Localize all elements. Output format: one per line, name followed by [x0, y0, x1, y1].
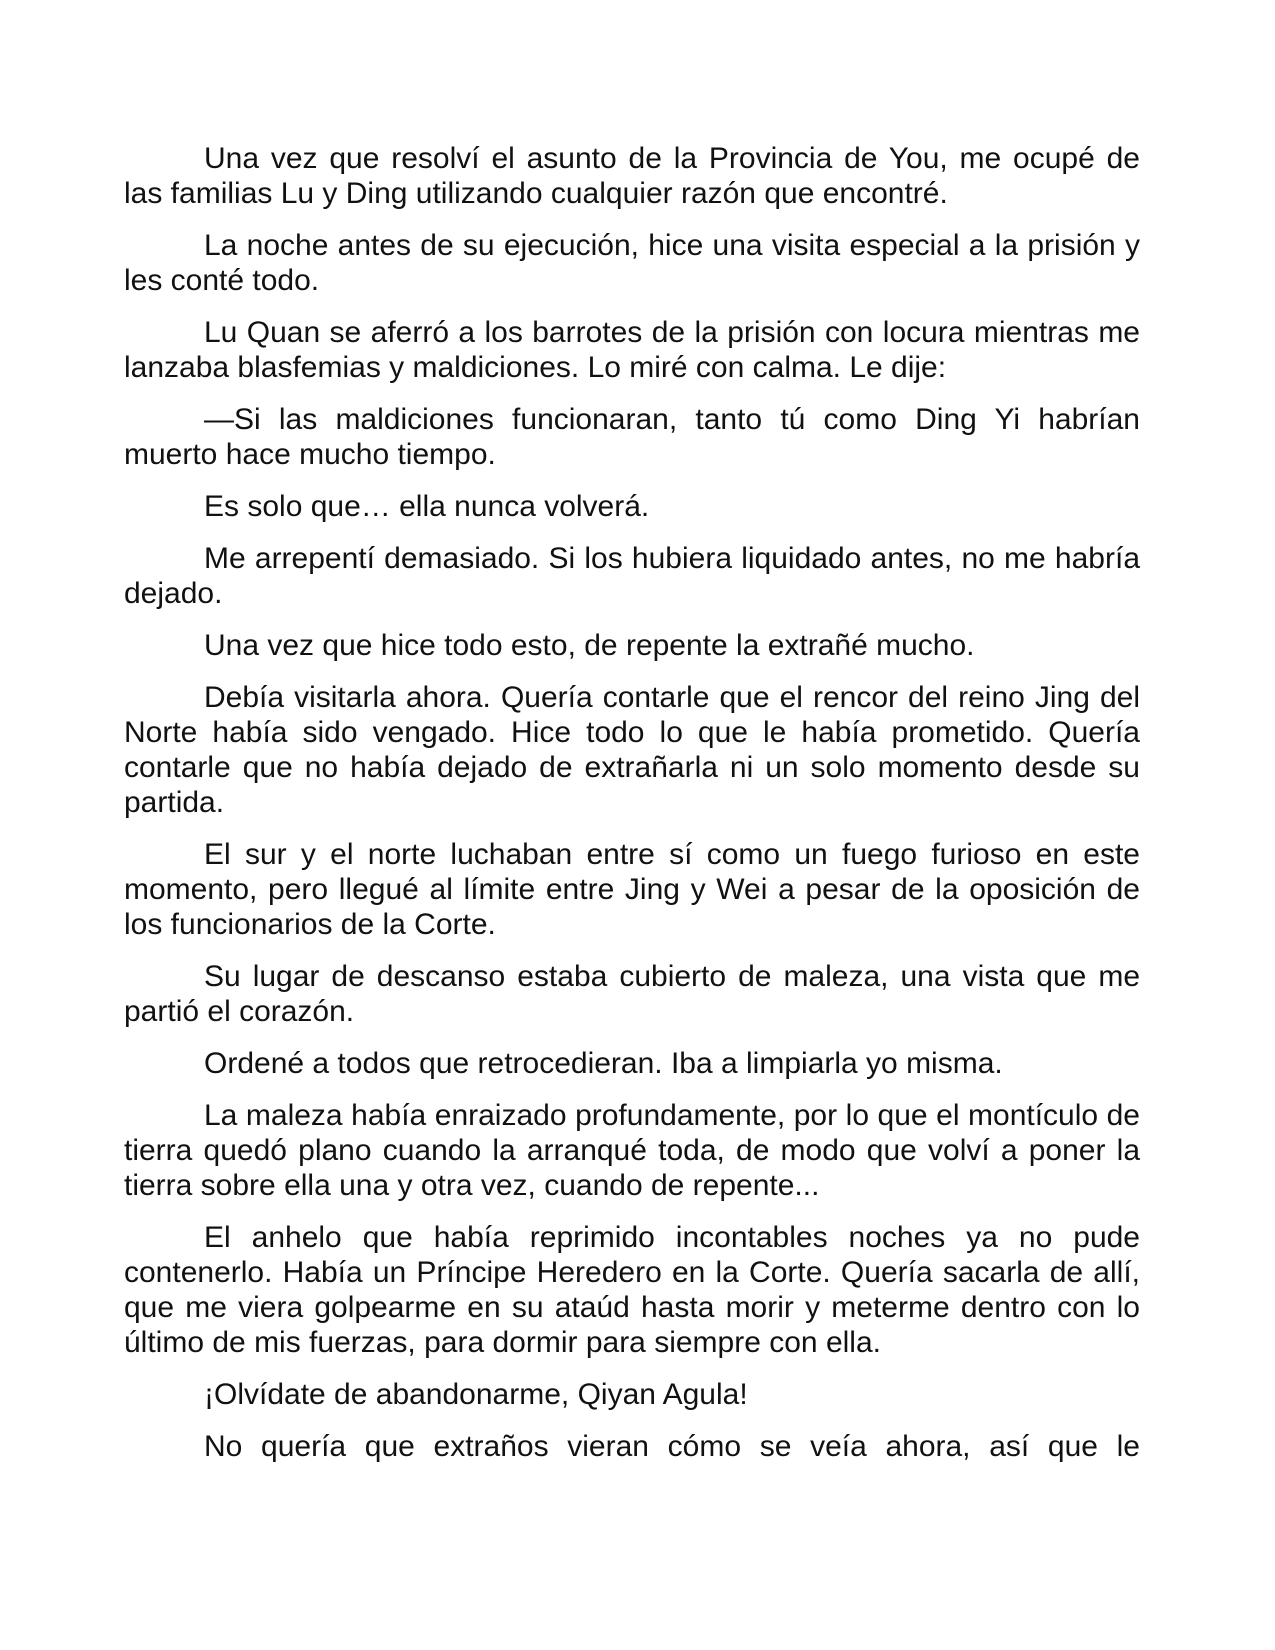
paragraph-11: Ordené a todos que retrocedieran. Iba a limpiarla yo misma. — [204, 1047, 1003, 1080]
paragraph-5: Es solo que… ella nunca volverá. — [204, 490, 650, 523]
paragraph-10: Su lugar de descanso estaba cubierto de maleza, una vista que me partió el corazón. — [124, 960, 1140, 1028]
paragraph-9: El sur y el norte luchaban entre sí como un fuego furioso en este momento, pero llegué al límite entre Jing y Wei a pesar de la oposición de los funcionarios de la Corte. — [124, 838, 1140, 941]
paragraph-8: Debía visitarla ahora. Quería contarle que el rencor del reino Jing del Norte había sido vengado. Hice todo lo que le había prometido. Quería contarle que no había dejado de extrañarla ni un solo momento desde su partida. — [124, 681, 1140, 819]
paragraph-15: No quería que extraños vieran cómo se veía ahora, así que le — [204, 1430, 1140, 1463]
paragraph-4: —Si las maldiciones funcionaran, tanto tú como Ding Yi habrían muerto hace mucho tiempo. — [124, 403, 1140, 471]
paragraph-7: Una vez que hice todo esto, de repente la extrañé mucho. — [204, 629, 975, 662]
paragraph-1: Una vez que resolví el asunto de la Provincia de You, me ocupé de las familias Lu y Ding utilizando cualquier razón que encontré. — [124, 142, 1140, 210]
body-text — [124, 141, 1140, 1464]
paragraph-6: Me arrepentí demasiado. Si los hubiera liquidado antes, no me habría dejado. — [124, 542, 1140, 610]
paragraph-12: La maleza había enraizado profundamente, por lo que el montículo de tierra quedó plano cuando la arranqué toda, de modo que volví a poner la tierra sobre ella una y otra vez, cuando de repente... — [124, 1099, 1140, 1202]
paragraph-2: La noche antes de su ejecución, hice una visita especial a la prisión y les conté todo. — [124, 229, 1140, 297]
paragraph-3: Lu Quan se aferró a los barrotes de la prisión con locura mientras me lanzaba blasfemias y maldiciones. Lo miré con calma. Le dije: — [124, 316, 1140, 384]
paragraph-14: ¡Olvídate de abandonarme, Qiyan Agula! — [204, 1378, 748, 1411]
paragraph-13: El anhelo que había reprimido incontables noches ya no pude contenerlo. Había un Príncipe Heredero en la Corte. Quería sacarla de allí, que me viera golpearme en su ataúd hasta morir y meterme dentro con lo último de mis fuerzas, para dormir para siempre con ella. — [124, 1221, 1140, 1359]
